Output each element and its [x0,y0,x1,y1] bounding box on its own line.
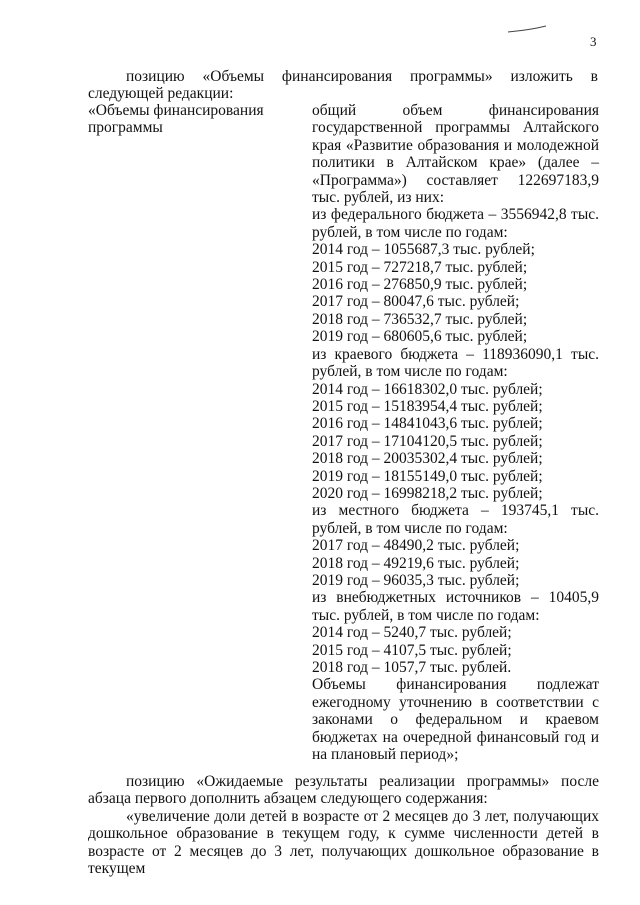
extrabudgetary-year-line: 2015 год – 4107,5 тыс. рублей; [312,641,512,659]
federal-year-line: 2019 год – 680605,6 тыс. рублей; [312,328,528,346]
regional-year-line: 2017 год – 17104120,5 тыс. рублей; [312,432,543,450]
results-paragraph: позицию «Ожидаемые результаты реализации программы» после абзаца первого дополнить абзацем следующего содержания: [88,773,599,808]
extrabudgetary-year-line: 2018 год – 1057,7 тыс. рублей. [312,659,512,676]
federal-budget-line: из федерального бюджета – 3556942,8 тыс. рублей, в том числе по годам: [312,206,599,241]
federal-year-line: 2015 год – 727218,7 тыс. рублей; [312,258,528,276]
handwritten-mark [506,22,548,36]
federal-year-line: 2016 год – 276850,9 тыс. рублей; [312,276,528,294]
local-budget-line: из местного бюджета – 193745,1 тыс. рублей, в том числе по годам: [312,502,599,537]
federal-year-line: 2017 год – 80047,6 тыс. рублей; [312,293,520,311]
regional-year-line: 2018 год – 20035302,4 тыс. рублей; [312,450,543,468]
intro-paragraph [88,68,598,103]
total-financing-line: общий объем финансирования государственной программы Алтайского края «Развитие образования и молодежной политики в Алтайском крае» (далее – «Программа») составляет 122697183,9 тыс. рублей, из них: [312,102,599,207]
bottom-text [88,773,599,877]
local-year-line: 2017 год – 48490,2 тыс. рублей; [312,537,520,555]
local-year-line: 2019 год – 96035,3 тыс. рублей; [312,571,520,589]
federal-year-line: 2014 год – 1055687,3 тыс. рублей; [312,241,535,259]
local-year-line: 2018 год – 49219,6 тыс. рублей; [312,554,520,572]
extrabudgetary-year-line: 2014 год – 5240,7 тыс. рублей; [312,624,512,642]
page-number: 3 [590,34,597,49]
results-addition-paragraph: «увеличение доли детей в возрасте от 2 месяцев до 3 лет, получающих дошкольное образование в текущем году, к сумме численности детей в возрасте от 2 месяцев до 3 лет, получающих дошкольное образование в текущем [88,807,599,878]
federal-year-line: 2018 год – 736532,7 тыс. рублей; [312,310,528,328]
regional-year-line: 2016 год – 14841043,6 тыс. рублей; [312,415,543,433]
regional-budget-line: из краевого бюджета – 118936090,1 тыс. рублей, в том числе по годам: [312,345,599,381]
financing-details [312,102,599,763]
regional-year-line: 2014 год – 16618302,0 тыс. рублей; [312,380,543,398]
intro-text: позицию «Объемы финансирования программы» изложить в следующей редакции: [88,68,598,103]
regional-year-line: 2015 год – 15183954,4 тыс. рублей; [312,397,543,415]
extrabudgetary-line: из внебюджетных источников – 10405,9 тыс. рублей, в том числе по годам: [312,589,599,624]
regional-year-line: 2020 год – 16998218,2 тыс. рублей; [312,484,543,502]
financing-note: Объемы финансирования подлежат ежегодному уточнению в соответствии с законами о федеральном и краевом бюджетах на очередной финансовый год и на плановый период»; [312,676,599,764]
table-label: «Объемы финансирования программы [88,102,264,137]
regional-year-line: 2019 год – 18155149,0 тыс. рублей; [312,467,543,485]
